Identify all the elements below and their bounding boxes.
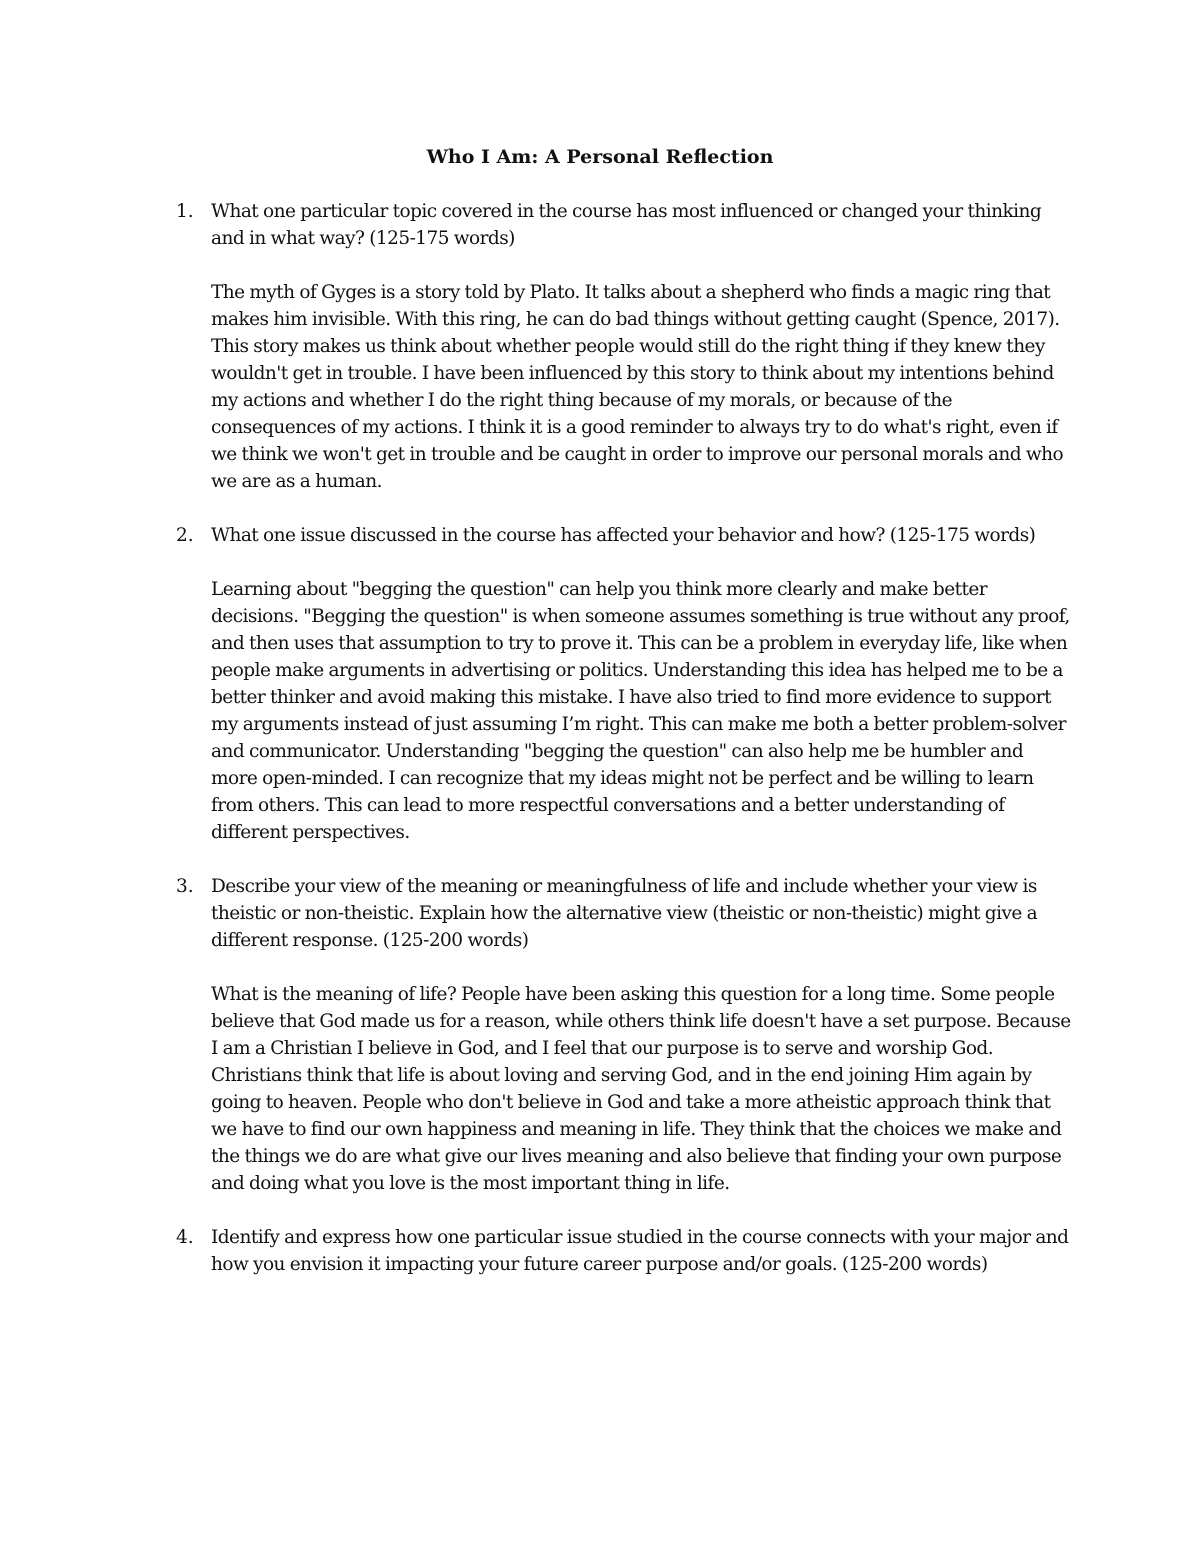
question-text: What one particular topic covered in the course has most influenced or changed your thinking and in what way? (125-175 words): [211, 201, 1042, 249]
question-list: [172, 198, 1072, 1305]
question-item-3: [172, 873, 1072, 1197]
page-title: Who I Am: A Personal Reflection: [426, 146, 774, 168]
question-text: What one issue discussed in the course has affected your behavior and how? (125-175 words): [211, 525, 1036, 546]
answer-text: The myth of Gyges is a story told by Plato. It talks about a shepherd who finds a magic ring that makes him invisible. With this ring, he can do bad things without getting caught (Spence, 2017). This story makes us think about whether people would still do the right thing if they knew they wouldn't get in trouble. I have been influenced by this story to think about my intentions behind my actions and whether I do the right thing because of my morals, or because of the consequences of my actions. I think it is a good reminder to always try to do what's right, even if we think we won't get in trouble and be caught in order to improve our personal morals and who we are as a human.: [211, 282, 1064, 492]
question-number: 2.: [176, 525, 194, 546]
question-item-1: [172, 198, 1072, 495]
question-text: Identify and express how one particular issue studied in the course connects with your major and how you envision it impacting your future career purpose and/or goals. (125-200 words): [211, 1227, 1069, 1275]
answer-text: Learning about "begging the question" can help you think more clearly and make better decisions. "Begging the question" is when someone assumes something is true without any proof, and then uses that assumption to try to prove it. This can be a problem in everyday life, like when people make arguments in advertising or politics. Understanding this idea has helped me to be a better thinker and avoid making this mistake. I have also tried to find more evidence to support my arguments instead of just assuming I’m right. This can make me both a better problem-solver and communicator. Understanding "begging the question" can also help me be humbler and more open-minded. I can recognize that my ideas might not be perfect and be willing to learn from others. This can lead to more respectful conversations and a better understanding of different perspectives.: [211, 579, 1070, 843]
answer-text: What is the meaning of life? People have been asking this question for a long time. Some people believe that God made us for a reason, while others think life doesn't have a set purpose. Because I am a Christian I believe in God, and I feel that our purpose is to serve and worship God. Christians think that life is about loving and serving God, and in the end joining Him again by going to heaven. People who don't believe in God and take a more atheistic approach think that we have to find our own happiness and meaning in life. They think that the choices we make and the things we do are what give our lives meaning and also believe that finding your own purpose and doing what you love is the most important thing in life.: [211, 984, 1071, 1194]
question-item-4: [172, 1224, 1072, 1278]
question-number: 4.: [176, 1227, 194, 1248]
question-text: Describe your view of the meaning or meaningfulness of life and include whether your view is theistic or non-theistic. Explain how the alternative view (theistic or non-theistic) might give a different response. (125-200 words): [211, 876, 1038, 951]
question-number: 1.: [176, 201, 194, 222]
question-item-2: [172, 522, 1072, 846]
question-number: 3.: [176, 876, 194, 897]
